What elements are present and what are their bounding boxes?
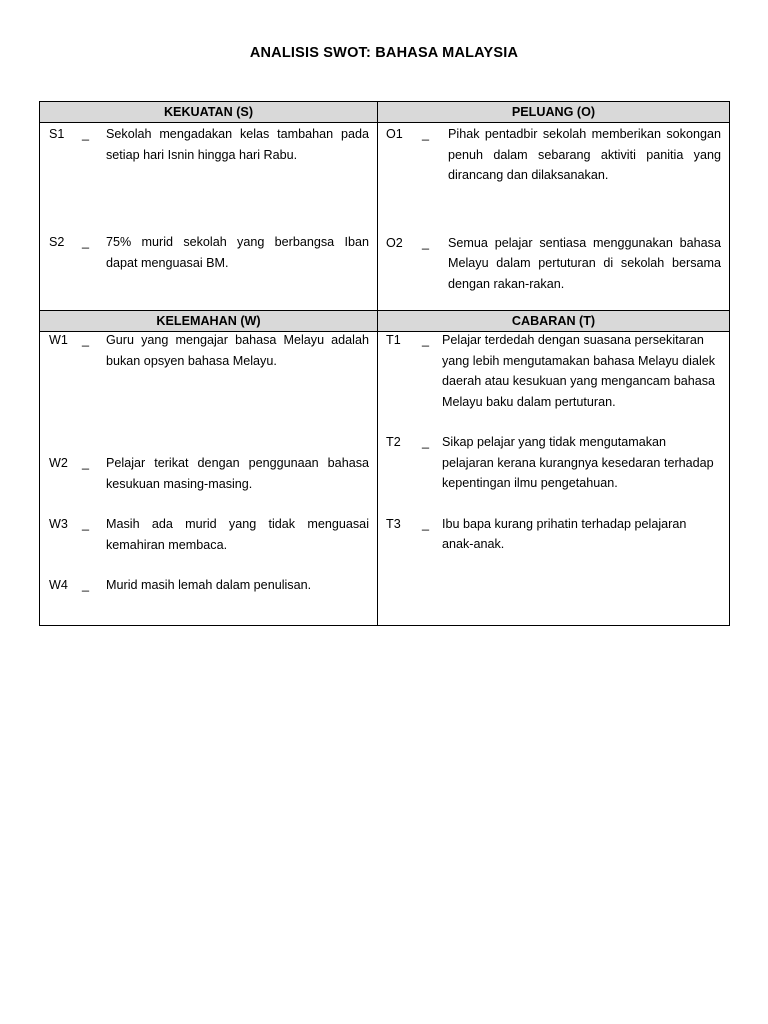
item-text: Sekolah mengadakan kelas tambahan pada setiap hari Isnin hingga hari Rabu.	[106, 127, 369, 162]
item-text: Masih ada murid yang tidak menguasai kemahiran membaca.	[106, 517, 369, 552]
opportunity-item	[378, 233, 729, 295]
weakness-item	[40, 330, 377, 371]
content-row-top	[40, 123, 730, 311]
weakness-item	[40, 575, 377, 596]
item-code: O1	[386, 127, 403, 141]
item-text: Murid masih lemah dalam penulisan.	[106, 578, 312, 592]
header-row-top	[40, 102, 730, 123]
item-code: W4	[49, 578, 68, 592]
item-code: O2	[386, 235, 403, 250]
strengths-header: KEKUATAN (S)	[40, 102, 378, 123]
weakness-item	[40, 514, 377, 555]
content-row-bottom	[40, 332, 730, 626]
header-row-bottom	[40, 311, 730, 332]
opportunity-item	[378, 124, 729, 186]
item-dash: _	[422, 235, 430, 250]
threats-cell	[378, 332, 730, 626]
item-dash: _	[82, 517, 90, 531]
weaknesses-cell	[40, 332, 378, 626]
weakness-item	[40, 453, 377, 494]
item-text: 75% murid sekolah yang berbangsa Iban dapat menguasai BM.	[106, 235, 369, 270]
item-text: Pelajar terdedah dengan suasana persekitaran yang lebih mengutamakan bahasa Melayu dialek daerah atau kesukuan yang mengancam bahasa Melayu baku dalam pertuturan.	[442, 333, 716, 409]
item-dash: _	[422, 333, 430, 347]
item-code: T1	[386, 333, 401, 347]
item-text: Ibu bapa kurang prihatin terhadap pelajaran anak-anak.	[442, 516, 687, 551]
threat-item	[378, 330, 729, 412]
item-dash: _	[82, 578, 90, 592]
weaknesses-header: KELEMAHAN (W)	[40, 311, 378, 332]
opportunities-cell	[378, 123, 730, 311]
item-dash: _	[422, 127, 430, 141]
threats-header: CABARAN (T)	[378, 311, 730, 332]
item-text: Sikap pelajar yang tidak mengutamakan pelajaran kerana kurangnya kesedaran terhadap kepentingan ilmu pengetahuan.	[442, 435, 714, 490]
item-code: T3	[386, 516, 401, 531]
item-dash: _	[422, 516, 430, 531]
item-code: W3	[49, 517, 68, 531]
item-text: Pelajar terikat dengan penggunaan bahasa kesukuan masing-masing.	[106, 456, 369, 491]
item-code: S1	[49, 127, 65, 141]
threat-item	[378, 432, 729, 494]
item-text: Pihak pentadbir sekolah memberikan sokongan penuh dalam sebarang aktiviti panitia yang dirancang dan dilaksanakan.	[448, 127, 721, 182]
threat-item	[378, 514, 729, 555]
item-code: W2	[49, 456, 68, 470]
swot-table	[39, 101, 730, 626]
item-text: Guru yang mengajar bahasa Melayu adalah bukan opsyen bahasa Melayu.	[106, 333, 369, 368]
item-dash: _	[82, 456, 90, 470]
item-text: Semua pelajar sentiasa menggunakan bahasa Melayu dalam pertuturan di sekolah bersama dengan rakan-rakan.	[448, 235, 721, 291]
strength-item	[40, 124, 377, 165]
page-title: ANALISIS SWOT: BAHASA MALAYSIA	[249, 45, 519, 61]
item-code: W1	[49, 333, 68, 347]
strengths-cell	[40, 123, 378, 311]
item-dash: _	[82, 235, 90, 249]
item-dash: _	[82, 333, 90, 347]
item-code: S2	[49, 235, 65, 249]
opportunities-header: PELUANG (O)	[378, 102, 730, 123]
item-dash: _	[82, 127, 90, 141]
item-code: T2	[386, 435, 401, 449]
item-dash: _	[422, 435, 430, 449]
strength-item	[40, 232, 377, 273]
